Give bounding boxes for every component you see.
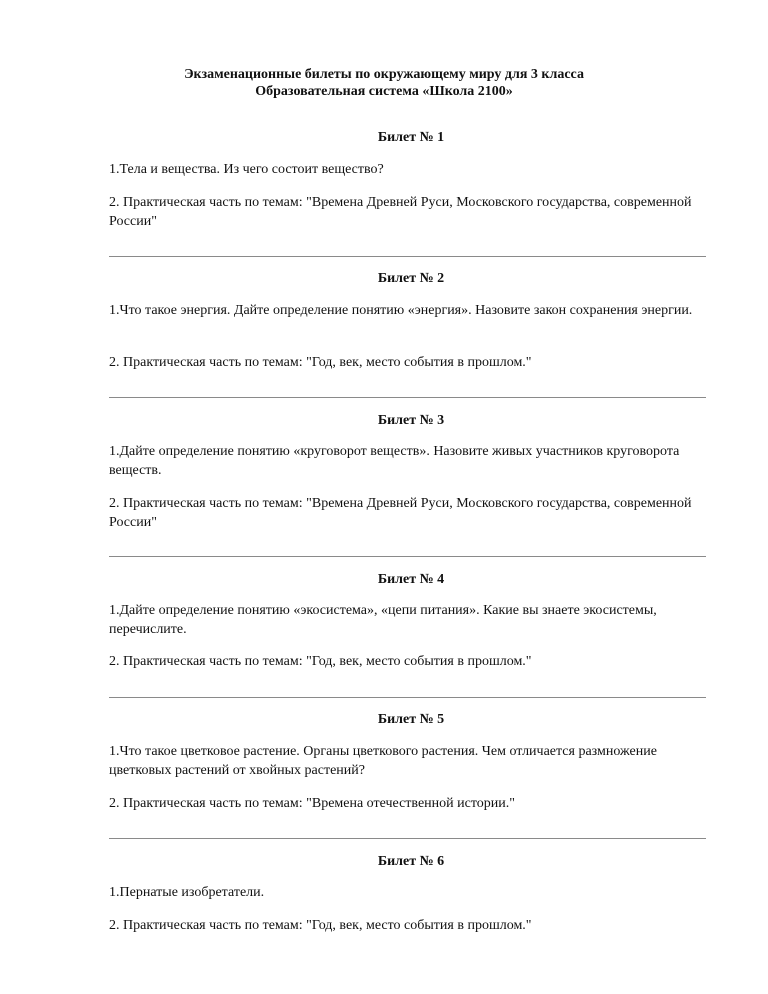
ticket-1-question-2: 2. Практическая часть по темам: "Времена Древней Руси, Московского государства, современной России" — [109, 195, 692, 229]
ticket-4-question-2: 2. Практическая часть по темам: "Год, век, место события в прошлом." — [109, 654, 532, 669]
document-subtitle: Образовательная система «Школа 2100» — [255, 84, 513, 99]
ticket-5-title: Билет № 5 — [377, 712, 445, 727]
ticket-separator — [109, 838, 706, 839]
document-title: Экзаменационные билеты по окружающему миру для 3 класса — [184, 67, 584, 82]
ticket-6-question-1: 1.Пернатые изобретатели. — [109, 885, 265, 900]
ticket-3-title: Билет № 3 — [377, 413, 445, 428]
ticket-5-question-1: 1.Что такое цветковое растение. Органы цветкового растения. Чем отличается размножение цветковых растений от хвойных растений? — [109, 744, 657, 778]
ticket-2-question-2: 2. Практическая часть по темам: "Год, век, место события в прошлом." — [109, 355, 532, 370]
ticket-5-question-2: 2. Практическая часть по темам: "Времена отечественной истории." — [109, 796, 515, 811]
ticket-separator — [109, 256, 706, 257]
ticket-separator — [109, 397, 706, 398]
ticket-3-question-2: 2. Практическая часть по темам: "Времена Древней Руси, Московского государства, современной России" — [109, 496, 692, 530]
ticket-2-question-1: 1.Что такое энергия. Дайте определение понятию «энергия». Назовите закон сохранения энергии. — [109, 303, 693, 318]
ticket-2-title: Билет № 2 — [377, 271, 445, 286]
ticket-6-title: Билет № 6 — [377, 854, 445, 869]
ticket-1-title: Билет № 1 — [377, 130, 445, 145]
ticket-4-title: Билет № 4 — [377, 572, 445, 587]
ticket-6-question-2: 2. Практическая часть по темам: "Год, век, место события в прошлом." — [109, 918, 532, 933]
ticket-separator — [109, 697, 706, 698]
ticket-separator — [109, 556, 706, 557]
ticket-3-question-1: 1.Дайте определение понятию «круговорот веществ». Назовите живых участников круговорота веществ. — [109, 444, 680, 478]
document-header — [0, 66, 768, 100]
ticket-4-question-1: 1.Дайте определение понятию «экосистема», «цепи питания». Какие вы знаете экосистемы, перечислите. — [109, 603, 657, 637]
ticket-1-question-1: 1.Тела и вещества. Из чего состоит вещество? — [109, 162, 384, 177]
